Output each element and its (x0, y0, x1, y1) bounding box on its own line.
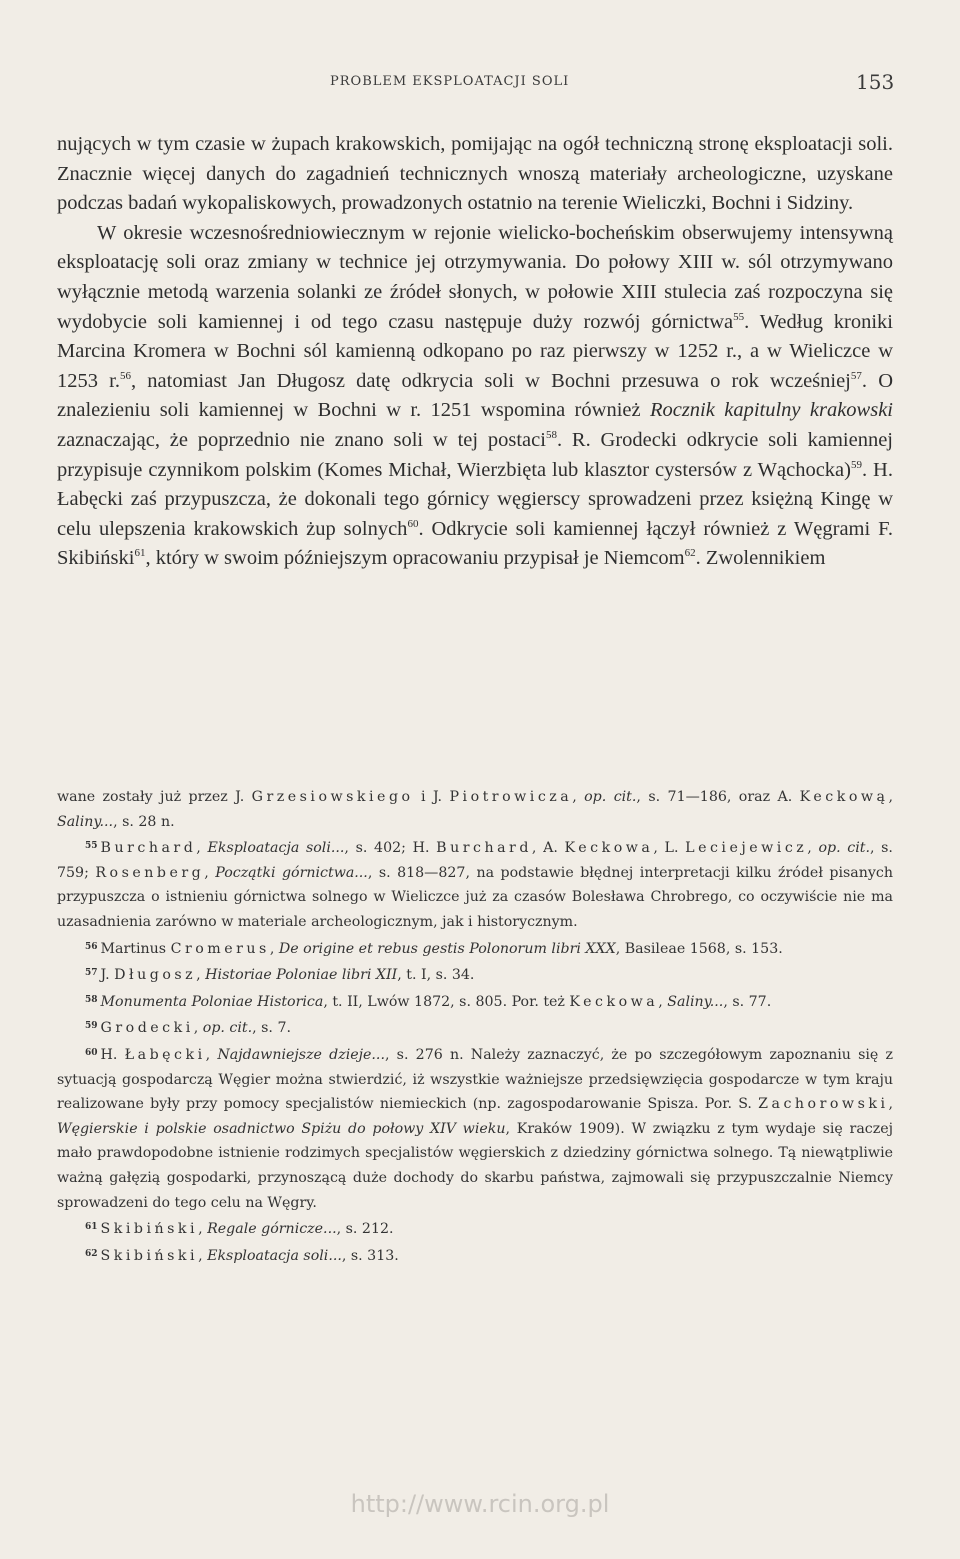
text-span: , (205, 1046, 218, 1063)
text-span: , (269, 940, 279, 957)
author-name: Skibiński (100, 1247, 199, 1264)
text-span: , s. 212. (336, 1221, 394, 1238)
footnote-ref-56: 56 (120, 369, 131, 382)
author-name: Grodecki (100, 1020, 194, 1037)
text-span: , (196, 840, 208, 857)
author-name: Skibiński (100, 1221, 199, 1238)
footnote-58 (57, 988, 893, 1015)
text-span: , s. 313. (341, 1247, 399, 1264)
text-span: . Według kroniki Marcina Kromera w Bochni sól kamienną odkopano po raz pierwszy w 1252 r., a w Wieliczce w 1253 r. (57, 310, 894, 392)
text-span: Martinus (100, 940, 171, 957)
text-span: . H. Łabęcki zaś przypuszcza, że dokonali tego górnicy węgierscy sprowadzeni przez księżną Kingę w celu ulepszenia krakowskich żup solnych (57, 458, 893, 540)
text-span: , s. 276 n. Należy zaznaczyć, że po szczegółowym zapoznaniu się z sytuacją gospodarczą Węgier można stwierdzić, iż wszystkie ważniejsze przedsięwzięcia gospodarcze w tym kraju realizowane były przy pomocy specjalistów niemieckich (np. zagospodarowanie Spisza. Por. S. (57, 1046, 893, 1113)
text-span: W okresie wczesnośredniowiecznym w rejonie wielicko-bocheńskim obserwujemy intensywną eksploatację soli oraz zmiany w technice jej otrzymywania. Do połowy XIII w. sól otrzymywano wyłącznie metodą warzenia solanki ze źródeł słonych, w połowie XIII stulecia zaś rozpoczyna się wydobycie soli kamiennej i od tego czasu następuje duży rozwój górnictwa (57, 221, 893, 333)
footnote-57 (57, 961, 893, 988)
text-span: , L. (653, 840, 686, 857)
work-title: op. cit. (818, 840, 870, 857)
author-name: Keckowa (564, 840, 654, 857)
text-span: . O znalezieniu soli kamiennej w Bochni w r. 1251 wspomina również (57, 369, 893, 422)
author-name: Cromerus (170, 940, 270, 957)
author-name: Zachorowski (758, 1096, 889, 1113)
author-name: Leciejewicz (685, 840, 808, 857)
text-span: , (888, 1096, 893, 1113)
text-span: , (204, 864, 216, 881)
text-span: , s. 71—186, oraz A. (636, 789, 800, 805)
paragraph-1 (57, 130, 893, 219)
text-span: . Odkrycie soli kamiennej łączył również z Węgrami F. Skibiński (57, 517, 893, 570)
author-name: Keckową (799, 789, 889, 805)
text-span: , s. 402; H. (344, 840, 437, 857)
text-span: , (888, 789, 893, 805)
footnote-ref-58: 58 (545, 429, 557, 442)
footnote-number: 57 (85, 968, 98, 979)
footnote-number: 55 (85, 841, 98, 852)
footnote-ref-57: 57 (850, 369, 862, 382)
footnote-number: 62 (85, 1248, 98, 1259)
text-span: , A. (531, 840, 565, 857)
work-title: Początki górnictwa... (215, 864, 368, 881)
footnote-ref-61: 61 (134, 547, 146, 560)
text-span: , t. I, s. 34. (397, 967, 475, 984)
page-number: 153 (856, 70, 895, 94)
footnote-ref-55: 55 (733, 310, 745, 323)
text-span: , s. 77. (723, 993, 772, 1010)
text-span: zaznaczając, że poprzednio nie znano soli w tej postaci (57, 428, 546, 451)
work-title: Rocznik kapitulny krakowski (649, 399, 893, 422)
author-name: Rosenberg (95, 864, 205, 881)
author-name: Grzesiowskiego (251, 789, 414, 805)
footnote-continuation (57, 785, 893, 834)
text-span: wane zostały już przez J. (57, 789, 252, 805)
footnote-61 (57, 1215, 893, 1242)
footnote-number: 60 (85, 1047, 98, 1058)
work-title: op. cit. (584, 789, 637, 805)
work-title: Monumenta Poloniae Historica (100, 993, 324, 1010)
text-span: , (196, 967, 206, 984)
text-span: , (658, 993, 668, 1010)
author-name: Piotrowicza (449, 789, 573, 805)
text-span: , Kraków 1909). W związku z tym wydaje się raczej mało prawdopodobne istnienie rodzimych specjalistów węgierskich z dziedziny górnictwa solnego. Tą niewątpliwie ważną gałęzią gospodarki, przynoszącą duże dochody do skarbu państwa, zajmowali się przypuszczalnie Niemcy sprowadzeni do tego celu na Węgry. (57, 1120, 893, 1211)
work-title: De origine et rebus gestis Polonorum libri XXX (278, 940, 616, 957)
text-span: , s. 28 n. (113, 813, 175, 830)
work-title: Saliny... (57, 813, 114, 830)
paragraph-2 (57, 219, 893, 574)
footnote-60 (57, 1041, 893, 1215)
work-title: Regale górnicze... (207, 1221, 337, 1238)
footnote-ref-60: 60 (407, 517, 419, 530)
text-span: , s. 818—827, na podstawie błędnej interpretacji kilku źródeł pisanych przypuszcza o istnieniu górnictwa solnego w Wieliczce już za czasów Bolesława Chrobrego, co oczywiście nie ma uzasadnienia zarówno w materiale archeologicznym, jak i historycznym. (57, 864, 893, 930)
page-header (0, 68, 960, 98)
author-name: Keckowa (569, 993, 659, 1010)
text-span: , (193, 1020, 203, 1037)
work-title: Eksploatacja soli... (207, 1247, 342, 1264)
source-url-watermark: http://www.rcin.org.pl (350, 1490, 610, 1518)
text-span: . Zwolennikiem (695, 547, 826, 570)
footnote-ref-62: 62 (684, 547, 696, 560)
work-title: Historiae Poloniae libri XII (205, 967, 398, 984)
work-title: Najdawniejsze dzieje... (217, 1046, 385, 1063)
footnote-ref-59: 59 (850, 458, 862, 471)
text-span: , t. II, Lwów 1872, s. 805. Por. też (323, 993, 570, 1010)
text-span: , s. 759; (57, 840, 893, 881)
paragraph-1-text: nujących w tym czasie w żupach krakowskich, pomijając na ogół techniczną stronę eksploatacji soli. Znacznie więcej danych do zagadnień technicznych wnoszą materiały archeologiczne, uzyskane podczas badań wykopaliskowych, prowadzonych ostatnio na terenie Wieliczki, Bochni i Sidziny. (57, 133, 893, 215)
footnote-59 (57, 1014, 893, 1041)
text-span: , który w swoim późniejszym opracowaniu przypisał je Niemcom (145, 547, 685, 570)
work-title: op. cit. (202, 1020, 253, 1037)
footnote-55 (57, 834, 893, 934)
text-span: , (572, 789, 585, 805)
text-span: , (198, 1221, 208, 1238)
text-span: , natomiast Jan Długosz datę odkrycia soli w Bochni przesuwa o rok wcześniej (131, 369, 851, 392)
text-span: J. (100, 967, 115, 984)
text-span: , (198, 1247, 208, 1264)
text-span: , s. 7. (252, 1020, 291, 1037)
text-span: , (807, 840, 819, 857)
running-title: PROBLEM EKSPLOATACJI SOLI (330, 74, 570, 89)
footnote-62 (57, 1242, 893, 1269)
footnote-number: 58 (85, 994, 98, 1005)
text-span: , Basileae 1568, s. 153. (615, 940, 783, 957)
footnotes (57, 785, 893, 1268)
author-name: Burchard (100, 840, 197, 857)
author-name: Długosz (114, 967, 197, 984)
work-title: Eksploatacja soli... (207, 840, 345, 857)
text-span: i J. (413, 789, 450, 805)
footnote-number: 61 (85, 1222, 98, 1233)
work-title: Saliny... (667, 993, 724, 1010)
footnote-56 (57, 935, 893, 962)
work-title: Węgierskie i polskie osadnictwo Spiżu do połowy XIV wieku (57, 1120, 506, 1137)
footnote-number: 56 (85, 941, 98, 952)
text-span: . R. Grodecki odkrycie soli kamiennej przypisuje czynnikom polskim (Komes Michał, Wierzbięta lub klasztor cystersów z Wąchocka) (57, 428, 893, 481)
text-span: H. (100, 1046, 125, 1063)
author-name: Łabęcki (124, 1046, 206, 1063)
main-text (57, 130, 893, 574)
footnote-number: 59 (85, 1021, 98, 1032)
author-name: Burchard (436, 840, 532, 857)
